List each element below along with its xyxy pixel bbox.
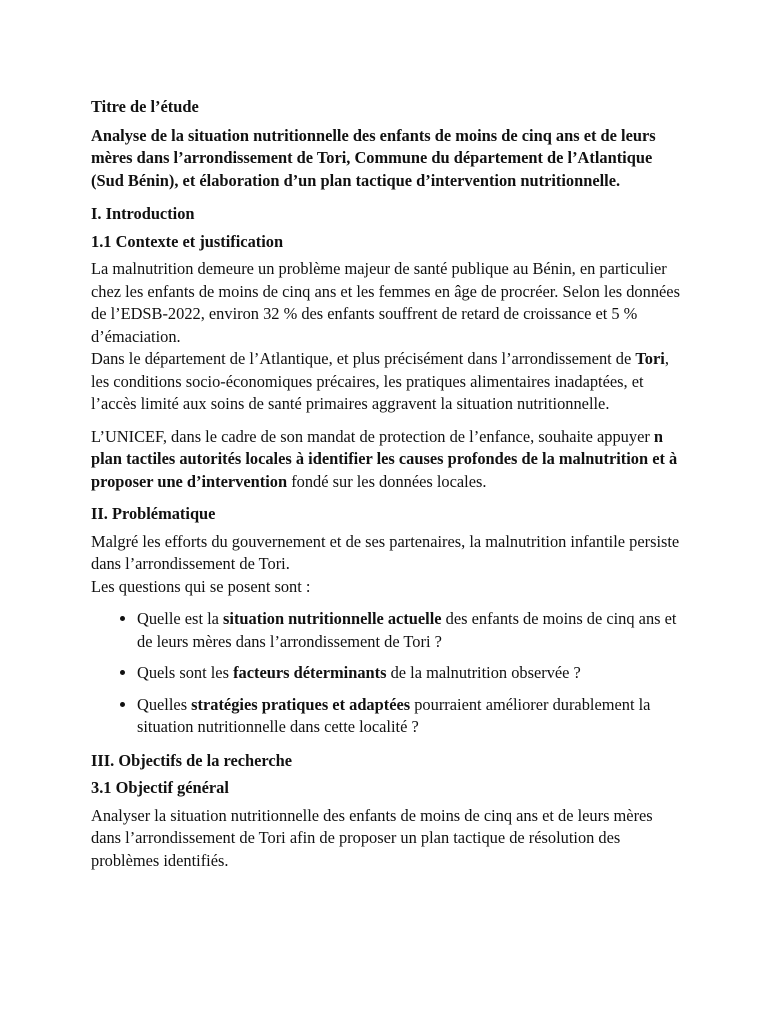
problematique-paragraph-1: Malgré les efforts du gouvernement et de ses partenaires, la malnutrition infantile persiste dans l’arrondissement de Tori. (91, 531, 680, 573)
context-paragraph-1: La malnutrition demeure un problème majeur de santé publique au Bénin, en particulier chez les enfants de moins de cinq ans et les femmes en âge de procréer. Selon les données de l’EDSB-2022, environ 32 % des enfants souffrent de retard de croissance et 5 % d’émaciation. (91, 259, 680, 346)
objectif-general-paragraph: Analyser la situation nutritionnelle des enfants de moins de cinq ans et de leurs mères dans l’arrondissement de Tori afin de proposer un plan tactique de résolution des problèmes identifiés. (91, 805, 653, 870)
section-problematique-heading: II. Problématique (91, 504, 216, 523)
section-introduction-heading: I. Introduction (91, 204, 195, 223)
list-item (137, 694, 681, 739)
question-2-text-a: Quels sont les (137, 663, 234, 682)
list-item (137, 662, 681, 685)
problematique-paragraph-2: Les questions qui se posent sont : (91, 576, 311, 596)
unicef-paragraph-bold: n plan tactiles autorités locales à identifier les causes profondes de la malnutrition et à proposer une d’intervention (91, 426, 678, 491)
subsection-context-heading: 1.1 Contexte et justification (91, 231, 284, 251)
section-objectifs-heading: III. Objectifs de la recherche (91, 750, 293, 770)
subsection-objectif-general-heading: 3.1 Objectif général (91, 778, 229, 797)
context-paragraph-2 (91, 348, 681, 416)
document-page (91, 96, 681, 872)
question-1-bold: situation nutritionnelle actuelle (223, 609, 442, 628)
title-label: Titre de l’étude (91, 97, 199, 116)
list-item (137, 608, 681, 653)
context-paragraph-2-text-a: Dans le département de l’Atlantique, et plus précisément dans l’arrondissement de (91, 349, 636, 368)
unicef-paragraph-text-b: fondé sur les données locales. (287, 471, 487, 491)
question-2-text-b: de la malnutrition observée ? (386, 663, 581, 682)
question-3-bold: stratégies pratiques et adaptées (191, 694, 411, 714)
question-3-text-a: Quelles (137, 694, 192, 714)
context-paragraph-2-text-b: , les conditions socio-économiques précaires, les pratiques alimentaires inadaptées, et l’accès limité aux soins de santé primaires aggravent la situation nutritionnelle. (91, 349, 669, 413)
question-1-text-b: des enfants de moins de cinq ans et de leurs mères dans l’arrondissement de Tori ? (137, 609, 677, 651)
question-3-text-b: pourraient améliorer durablement la situation nutritionnelle dans cette localité ? (137, 694, 651, 736)
question-1-text-a: Quelle est la (137, 609, 224, 628)
context-paragraph-2-bold: Tori (635, 349, 665, 368)
question-2-bold: facteurs déterminants (233, 663, 387, 682)
research-questions-list (91, 608, 681, 739)
study-title: Analyse de la situation nutritionnelle des enfants de moins de cinq ans et de leurs mères dans l’arrondissement de Tori, Commune du département de l’Atlantique (Sud Bénin), et élaboration d’un plan tactique d’intervention nutritionnelle. (91, 125, 656, 190)
unicef-paragraph-text-a: L’UNICEF, dans le cadre de son mandat de protection de l’enfance, souhaite appuyer (91, 426, 654, 446)
unicef-paragraph (91, 426, 681, 494)
